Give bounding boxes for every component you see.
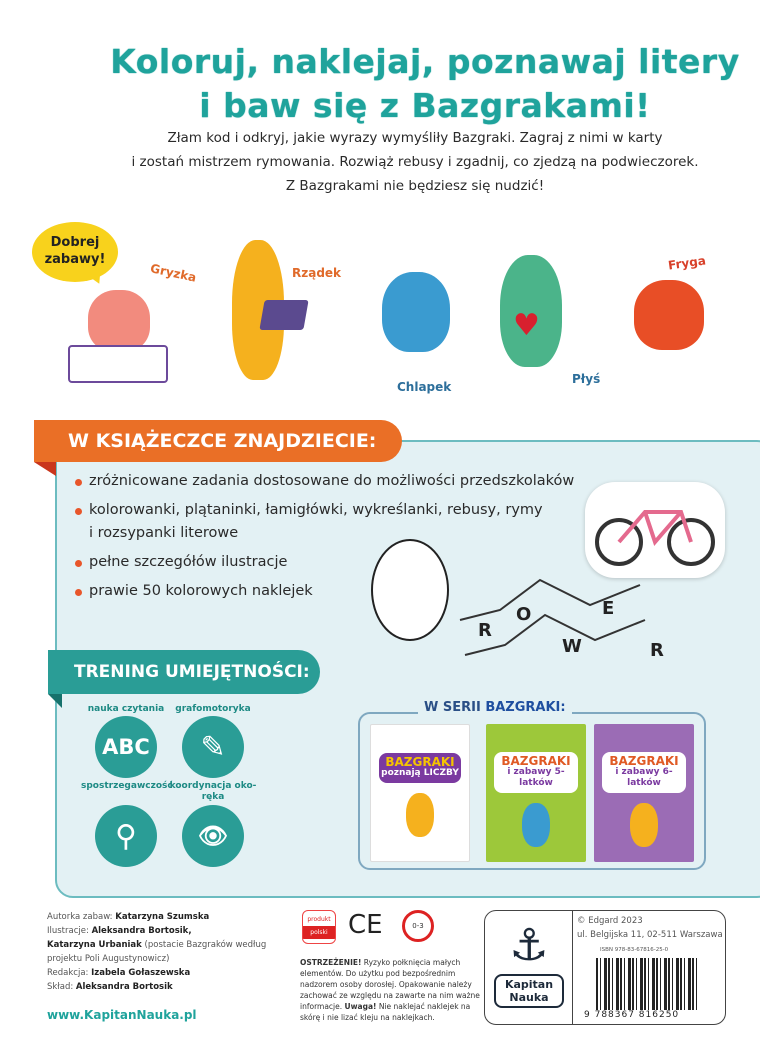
skill-label: nauka czytania xyxy=(87,704,165,714)
badge-text: produkt xyxy=(307,916,331,923)
ribbon-fold xyxy=(34,462,56,476)
series-book[interactable] xyxy=(594,724,694,862)
warning-text xyxy=(300,957,480,1023)
character-fryga xyxy=(634,280,704,350)
credit-name: Katarzyna Szumska xyxy=(115,912,210,922)
credit-name: Aleksandra Bortosik xyxy=(75,982,173,992)
monster-outline xyxy=(372,540,448,640)
age-warning-icon xyxy=(402,910,434,942)
character-name: Fryga xyxy=(667,253,707,273)
warning-bold: OSTRZEŻENIE! xyxy=(300,958,362,967)
puzzle-letter: O xyxy=(516,604,532,625)
feature-item: prawie 50 kolorowych naklejek xyxy=(75,580,635,603)
book-title: BAZGRAKI xyxy=(609,754,679,768)
eye-hand-icon: 👁 xyxy=(182,805,244,867)
book-title: BAZGRAKI xyxy=(385,755,455,769)
intro-line: Z Bazgrakami nie będziesz się nudzić! xyxy=(285,178,545,194)
abc-icon: ABC xyxy=(95,716,157,778)
monster-illustration xyxy=(406,793,434,837)
age-label: 0-3 xyxy=(412,922,424,930)
features-header: W KSIĄŻECZCE ZNAJDZIECIE: xyxy=(34,420,402,462)
barcode xyxy=(596,958,698,1010)
skill-label: grafomotoryka xyxy=(175,704,251,714)
credit-name: Katarzyna Urbaniak xyxy=(47,940,142,950)
divider xyxy=(572,910,573,1025)
character-name: Płyś xyxy=(572,372,601,386)
warning-body: Nie naklejać naklejek na skórę i nie lizać kleju na naklejkach. xyxy=(300,1002,471,1022)
book-subtitle: i zabawy 6-latków xyxy=(615,767,673,788)
book-illustration xyxy=(68,345,168,383)
isbn: ISBN 978-83-67816-25-0 xyxy=(600,947,669,953)
feature-item: kolorowanki, plątaninki, łamigłówki, wykreślanki, rebusy, rymy i rozsypanki literowe xyxy=(75,499,545,545)
credit-name: Aleksandra Bortosik, xyxy=(91,926,192,936)
credit-label: Ilustracje: xyxy=(47,926,89,936)
book-title: BAZGRAKI xyxy=(501,754,571,768)
intro-line: Złam kod i odkryj, jakie wyrazy wymyśliły Bazgraki. Zagraj z nimi w karty xyxy=(167,130,663,146)
feature-item: zróżnicowane zadania dostosowane do możliwości przedszkolaków xyxy=(75,470,635,493)
headline-line-2: i baw się z Bazgrakami! xyxy=(199,86,651,125)
puzzle-letter: E xyxy=(602,598,615,619)
warning-bold: Uwaga! xyxy=(344,1002,377,1011)
monster-illustration xyxy=(522,803,550,847)
barcode-number: 9 788367 816250 xyxy=(584,1010,680,1020)
book-subtitle: i zabawy 5-latków xyxy=(507,767,565,788)
series-name: BAZGRAKI: xyxy=(485,700,566,715)
puzzle-letter: R xyxy=(650,640,664,661)
intro-text xyxy=(90,126,740,198)
character-name: Chlapek xyxy=(397,380,452,394)
intro-line: i zostań mistrzem rymowania. Rozwiąż rebusy i zgadnij, co zjedzą na podwieczorek. xyxy=(131,154,699,170)
website-link[interactable]: www.KapitanNauka.pl xyxy=(47,1008,197,1022)
credit-note: (postacie Bazgraków według projektu Poli Augustynowicz) xyxy=(47,940,267,964)
bubble-line: zabawy! xyxy=(44,252,106,267)
feature-item: pełne szczegółów ilustracje xyxy=(75,551,635,574)
book-subtitle: poznają LICZBY xyxy=(381,768,459,778)
credit-label: Skład: xyxy=(47,982,74,992)
address: ul. Belgijska 11, 02-511 Warszawa xyxy=(577,930,723,940)
headline-line-1: Koloruj, naklejaj, poznawaj litery xyxy=(110,42,740,81)
character-gryzka xyxy=(88,290,150,352)
kapitan-nauka-logo xyxy=(494,918,564,1018)
ce-mark: CE xyxy=(348,910,383,940)
puzzle-letter: W xyxy=(562,636,582,657)
badge-text: polski xyxy=(303,926,335,939)
skill-label: koordynacja oko-ręka xyxy=(169,781,257,802)
skills-header: TRENING UMIEJĘTNOŚCI: xyxy=(48,650,320,694)
ribbon-fold xyxy=(48,694,62,708)
pencil-icon: ✎ xyxy=(182,716,244,778)
character-name: Rządek xyxy=(292,266,342,280)
warning-body: Ryzyko połknięcia małych elementów. Do użytku pod bezpośrednim nadzorem osoby dorosłej. Opakowanie należy zachować ze względu na zawarte na nim ważne informacje. xyxy=(300,958,480,1011)
credit-label: Autorka zabaw: xyxy=(47,912,113,922)
skill-label: spostrzegawczość xyxy=(81,781,173,791)
credit-name: Izabela Gołaszewska xyxy=(91,968,191,978)
headline xyxy=(60,40,760,128)
series-book[interactable] xyxy=(370,724,470,862)
speech-bubble xyxy=(32,222,118,282)
logo-text: Kapitan xyxy=(504,978,554,991)
magnifier-icon: ⚲ xyxy=(95,805,157,867)
character-chlapek xyxy=(382,272,450,352)
series-book[interactable] xyxy=(486,724,586,862)
character-name: Gryzka xyxy=(149,261,198,285)
heart-icon: ♥ xyxy=(513,308,540,343)
polish-product-badge xyxy=(302,910,336,944)
credits xyxy=(47,910,272,994)
copyright: © Edgard 2023 xyxy=(577,916,643,926)
monster-illustration xyxy=(630,803,658,847)
series-title xyxy=(418,700,572,715)
credit-label: Redakcja: xyxy=(47,968,89,978)
logo-text: Nauka xyxy=(509,991,549,1004)
captain-icon: ⚓ xyxy=(509,920,549,971)
bubble-line: Dobrej xyxy=(50,235,100,250)
laptop-illustration xyxy=(259,300,308,330)
series-prefix: W SERII xyxy=(424,700,486,715)
puzzle-letter: R xyxy=(478,620,492,641)
